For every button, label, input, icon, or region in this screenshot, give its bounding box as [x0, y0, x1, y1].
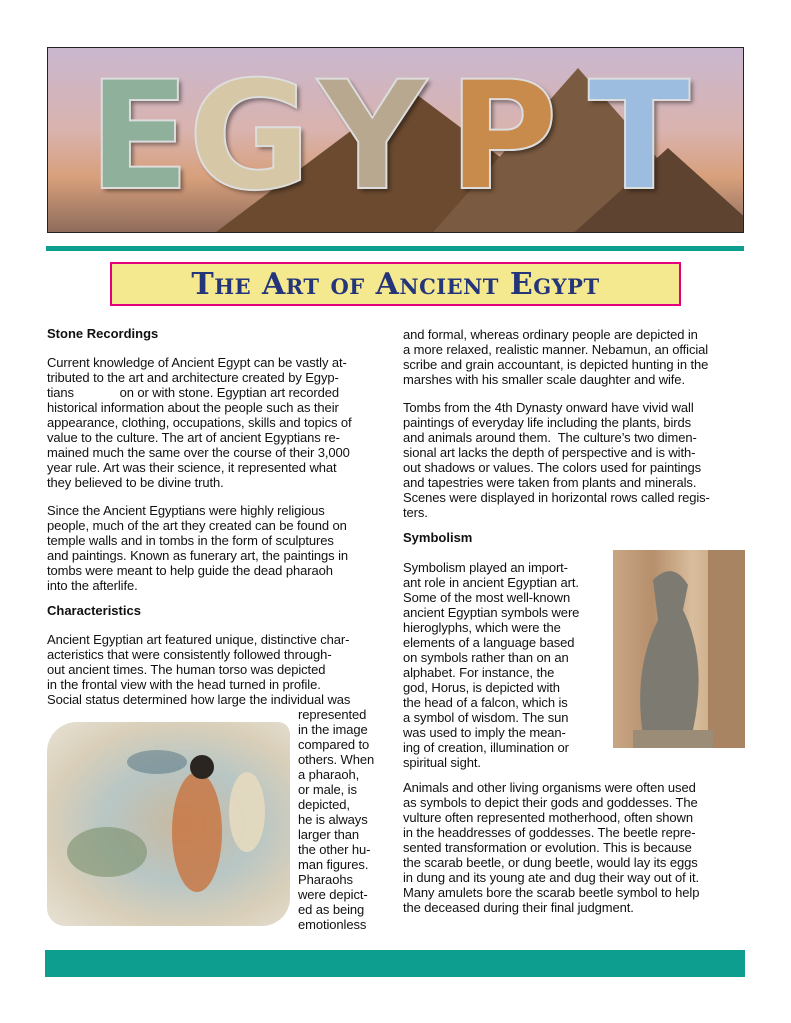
paragraph: Current knowledge of Ancient Egypt can be vastly at- tributed to the art and architecture created by Egyp- tians on or with stone. Egyptian art recorded historical information about the people such as their appearance, clothing, occupations, skills and topics of value to the culture. The art of ancient Egyptians re- mained much the same over the course of their 3,000 year rule. Art was their science, it represented what they believed to be divine truth. [47, 355, 352, 490]
paragraph: Tombs from the 4th Dynasty onward have vivid wall paintings of everyday life including the plants, birds and animals around them. The culture’s two dimen- sional art lacks the depth of perspective and is with- out shadows or values. The colors used for paintings and tapestries were taken from plants and minerals. Scenes were displayed in horizontal rows called regis- ters. [403, 400, 710, 520]
egypt-banner-image [47, 47, 744, 233]
paragraph: Ancient Egyptian art featured unique, distinctive char- acteristics that were consistently followed through- out ancient times. The human torso was depicted in the frontal view with the head turned in profile. Social status determined how large the individual was [47, 632, 351, 707]
logo-letter-p: P [448, 50, 558, 224]
top-divider-bar [46, 246, 744, 251]
horus-statue-image [613, 550, 745, 748]
horus-falcon-illustration [613, 550, 745, 748]
painting-figure-illustration [47, 722, 290, 926]
section-heading-symbolism: Symbolism [403, 530, 473, 545]
paragraph: Since the Ancient Egyptians were highly religious people, much of the art they created can be found on temple walls and in tombs in the form of sculptures and paintings. Known as funerary art, the paintings in tombs were meant to help guide the dead pharaoh into the afterlife. [47, 503, 349, 593]
title-banner [110, 262, 681, 306]
section-heading-characteristics: Characteristics [47, 603, 141, 618]
paragraph: Symbolism played an import- ant role in ancient Egyptian art. Some of the most well-known ancient Egyptian symbols were hieroglyphs, which were the elements of a language based on symbols rather than on an alphabet. For instance, the god, Horus, is depicted with the head of a falcon, which is a symbol of wisdom. The sun was used to imply the mean- ing of creation, illumination or spiritual sight. [403, 560, 580, 770]
logo-letter-g: G [188, 50, 312, 224]
paragraph: and formal, whereas ordinary people are depicted in a more relaxed, realistic manner. Nebamun, an official scribe and grain accountant, is depicted hunting in the marshes with his smaller scale daughter and wife. [403, 327, 709, 387]
paragraph: Animals and other living organisms were often used as symbols to depict their gods and goddesses. The vulture often represented motherhood, often shown in the headdresses of goddesses. The beetle repre- sented transformation or evolution. This is because the scarab beetle, or dung beetle, would lay its eggs in dung and its young ate and dug their way out of it. Many amulets bore the scarab beetle symbol to help the deceased during their final judgment. [403, 780, 700, 915]
logo-letter-t: T [588, 50, 691, 224]
page-title: The Art of Ancient Egypt [191, 266, 600, 302]
logo-letter-e: E [88, 50, 191, 224]
logo-letter-y: Y [318, 50, 427, 224]
paragraph-wrapped: represented in the image compared to others. When a pharaoh, or male, is depicted, he is always larger than the other hu- man figures. Pharaohs were depict- ed as being emotionless [298, 707, 375, 932]
section-heading-stone-recordings: Stone Recordings [47, 326, 159, 341]
bottom-divider-bar [45, 950, 745, 977]
nebamun-tomb-painting-image [47, 722, 290, 926]
